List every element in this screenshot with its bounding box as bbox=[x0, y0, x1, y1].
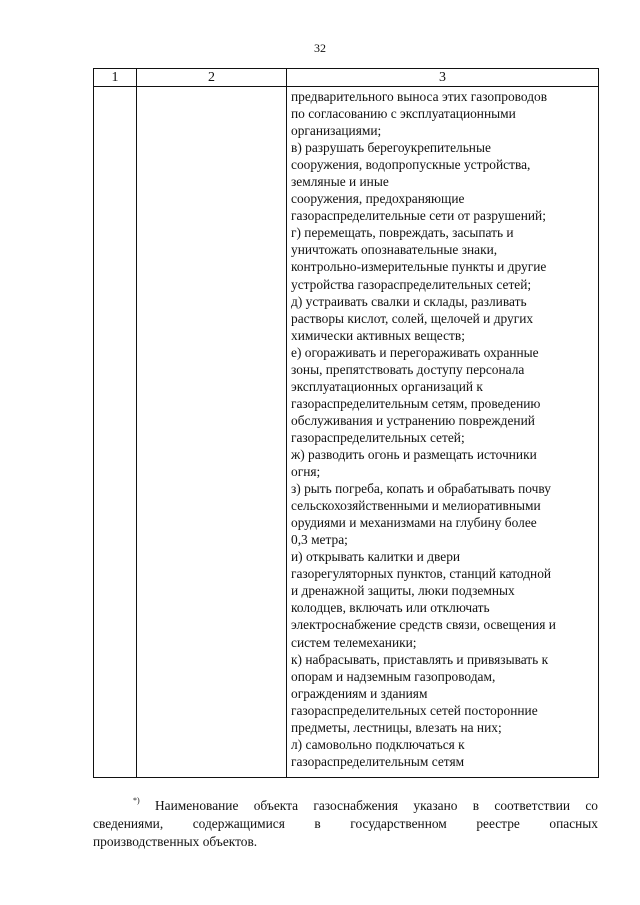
footnote bbox=[93, 797, 598, 851]
text-line: сооружения, водопропускные устройства, bbox=[291, 157, 531, 173]
table-cell-col3 bbox=[287, 87, 599, 778]
table-header-col1: 1 bbox=[94, 69, 137, 87]
restrictions-text bbox=[287, 87, 598, 777]
text-line: газораспределительных сетей посторонние bbox=[291, 702, 538, 718]
text-line: колодцев, включать или отключать bbox=[291, 600, 490, 616]
text-line: ограждениям и зданиям bbox=[291, 685, 428, 701]
text-line: устройства газораспределительных сетей; bbox=[291, 276, 532, 292]
footnote-marker: *) bbox=[133, 796, 140, 805]
table-row bbox=[94, 87, 599, 778]
table-header-row bbox=[94, 69, 599, 87]
text-line: к) набрасывать, приставлять и привязывать к bbox=[291, 651, 549, 667]
table-cell-col2 bbox=[137, 87, 287, 778]
text-line: зоны, препятствовать доступу персонала bbox=[291, 361, 525, 377]
text-line: л) самовольно подключаться к bbox=[291, 736, 465, 752]
text-line: газорегуляторных пунктов, станций катодной bbox=[291, 566, 552, 582]
document-table bbox=[93, 68, 599, 778]
footnote-text-1: Наименование объекта газоснабжения указано в соответствии со bbox=[154, 798, 598, 813]
text-line: огня; bbox=[291, 464, 321, 480]
table-cell-col1 bbox=[94, 87, 137, 778]
text-line: газораспределительным сетям bbox=[291, 753, 465, 769]
text-line: опорам и надземным газопроводам, bbox=[291, 668, 496, 684]
text-line: химически активных веществ; bbox=[291, 327, 465, 343]
text-line: д) устраивать свалки и склады, разливать bbox=[291, 293, 527, 309]
text-line: 0,3 метра; bbox=[291, 532, 348, 548]
text-line: предметы, лестницы, влезать на них; bbox=[291, 719, 502, 735]
text-line: ж) разводить огонь и размещать источники bbox=[291, 446, 537, 462]
table-header-col2: 2 bbox=[137, 69, 287, 87]
text-line: е) огораживать и перегораживать охранные bbox=[291, 344, 539, 360]
text-line: электроснабжение средств связи, освещения и bbox=[291, 617, 556, 633]
text-line: земляные и иные bbox=[291, 174, 389, 190]
footnote-line-3: производственных объектов. bbox=[93, 834, 258, 849]
text-line: контрольно-измерительные пункты и другие bbox=[291, 259, 547, 275]
text-line: г) перемещать, повреждать, засыпать и bbox=[291, 225, 514, 241]
text-line: в) разрушать берегоукрепительные bbox=[291, 140, 491, 156]
text-line: организациями; bbox=[291, 123, 382, 139]
text-line: сооружения, предохраняющие bbox=[291, 191, 465, 207]
text-line: орудиями и механизмами на глубину более bbox=[291, 515, 537, 531]
footnote-line-1 bbox=[93, 797, 598, 815]
text-line: з) рыть погреба, копать и обрабатывать почву bbox=[291, 481, 551, 497]
text-line: обслуживания и устранению повреждений bbox=[291, 412, 535, 428]
text-line: растворы кислот, солей, щелочей и других bbox=[291, 310, 534, 326]
text-line: газораспределительным сетям, проведению bbox=[291, 395, 541, 411]
text-line: эксплуатационных организаций к bbox=[291, 378, 483, 394]
footnote-line-2: сведениями, содержащимися в государственном реестре опасных bbox=[93, 816, 598, 831]
text-line: газораспределительных сетей; bbox=[291, 429, 465, 445]
text-line: систем телемеханики; bbox=[291, 634, 417, 650]
text-line: и дренажной защиты, люки подземных bbox=[291, 583, 515, 599]
table-header-col3: 3 bbox=[287, 69, 599, 87]
text-line: сельскохозяйственными и мелиоративными bbox=[291, 498, 541, 514]
text-line: и) открывать калитки и двери bbox=[291, 549, 461, 565]
page-number: 32 bbox=[314, 41, 326, 55]
text-line: газораспределительные сети от разрушений; bbox=[291, 208, 546, 224]
text-line: по согласованию с эксплуатационными bbox=[291, 106, 516, 122]
text-line: предварительного выноса этих газопроводов bbox=[291, 89, 548, 104]
text-line: уничтожать опознавательные знаки, bbox=[291, 242, 498, 258]
